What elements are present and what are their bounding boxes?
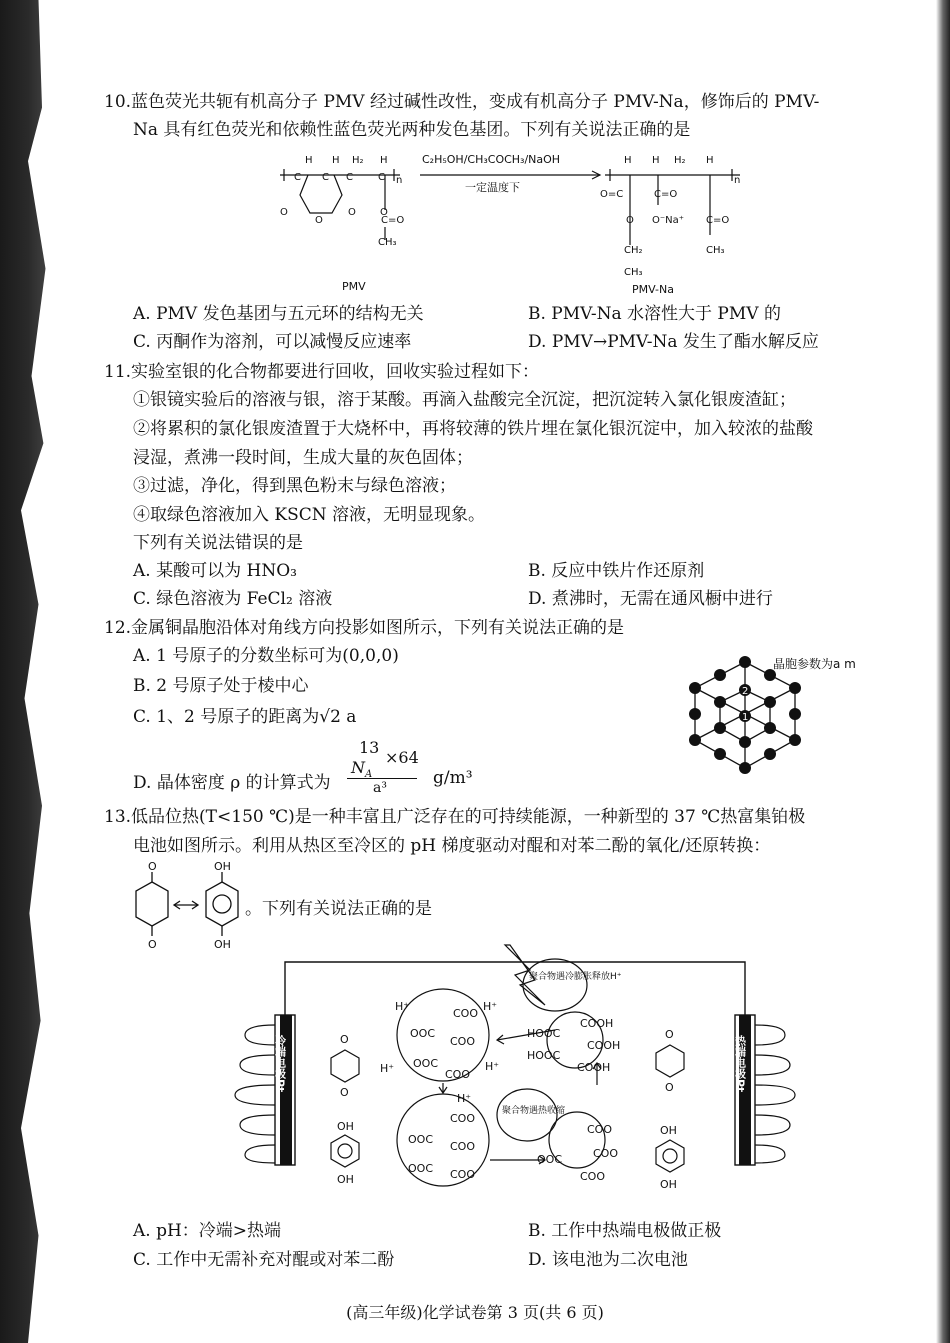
q13-hplus-4: H⁺ [485,1060,500,1073]
q12-fraction-times: ×64 [385,748,419,767]
q10-number: 10. [104,92,132,112]
q13-coo-9: COO [580,1170,605,1183]
q13-coo-5: COO [450,1140,475,1153]
q12-option-c-text: C. 1、2 号原子的距离为 [133,707,320,727]
q13-stem-line1 [104,806,805,828]
q13-cold-quinone-o-bottom: O [340,1086,349,1099]
q10-label-pmv: PMV [342,280,366,293]
q12-figure-label: 晶胞参数为a m [773,657,856,671]
svg-text:H: H [305,155,313,166]
q13-coo-1: COO [453,1007,478,1020]
q13-ooc-4: OOC [408,1162,433,1175]
q13-coo-4: COO [450,1112,475,1125]
svg-text:C=O: C=O [381,215,405,226]
svg-text:C: C [378,172,385,183]
q13-hot-quinone-o-top: O [665,1028,674,1041]
q13-hot-quinone-o-bottom: O [665,1081,674,1094]
q13-coo-7: COO [587,1123,612,1136]
q10-reagent-bottom: 一定温度下 [465,181,520,194]
svg-text:O: O [280,207,288,218]
svg-text:H₂: H₂ [674,155,686,166]
q12-option-c-sqrt: √2 [319,707,341,727]
q12-fraction-bar [347,778,417,779]
q13-stem-text1: 低品位热(T<150 ℃)是一种丰富且广泛存在的可持续能源，一种新型的 37 ℃热富集铂极 [131,807,806,827]
q10-option-a: A. PMV 发色基团与五元环的结构无关 [133,304,424,324]
q12-atom-1-label: 1 [742,712,749,723]
q13-bubble-hot-text: 聚合物遇热收缩 [502,1106,566,1116]
q13-option-a: A. pH：冷端>热端 [133,1221,282,1241]
q12-option-c-unit: a [340,707,357,727]
q13-hot-electrode-label: 热端电极Pt [733,1035,747,1093]
q13-bubble-cold-text: 聚合物遇冷膨胀释放H⁺ [529,972,622,982]
q10-option-d: D. PMV→PMV-Na 发生了酯水解反应 [528,332,819,352]
q11-stem [104,361,539,383]
q13-option-d: D. 该电池为二次电池 [528,1250,688,1270]
q13-hot-hq-oh-bottom: OH [660,1178,677,1191]
q13-stem-line2: 电池如图所示。利用从热区至冷区的 pH 梯度驱动对醌和对苯二酚的氧化/还原转换： [133,836,771,856]
q13-ooc-1: OOC [410,1027,435,1040]
q13-cold-hq-oh-top: OH [337,1120,354,1133]
q11-step1: ①银镜实验后的溶液与银，溶于某酸。再滴入盐酸完全沉淀，把沉淀转入氯化银废渣缸； [133,390,796,410]
scan-edge-left [0,0,70,1343]
q13-ooc-2: OOC [413,1057,438,1070]
q13-hplus-5: H⁺ [457,1092,472,1105]
q12-na-symbol: N [351,758,365,777]
scan-edge-right [936,0,950,1343]
q12-option-d [133,738,533,798]
q13-hot-hq-oh-top: OH [660,1124,677,1137]
page-footer: (高三年级)化学试卷第 3 页(共 6 页) [346,1303,604,1322]
q10-label-pmv-na: PMV-Na [632,283,674,295]
q13-cold-hq-oh-bottom: OH [337,1173,354,1186]
q13-ooc-3: OOC [408,1133,433,1146]
q12-crystal-figure [685,650,885,780]
q12-option-c [133,706,356,728]
svg-text:C=O: C=O [706,215,730,226]
q11-option-a: A. 某酸可以为 HNO₃ [133,561,297,581]
q11-stem-text: 实验室银的化合物都要进行回收，回收实验过程如下： [131,362,540,382]
q13-hplus-3: H⁺ [380,1062,395,1075]
svg-text:CH₃: CH₃ [378,237,397,248]
q13-stem-line3: 。下列有关说法正确的是 [245,899,432,919]
svg-text:O: O [348,207,356,218]
q13-option-b: B. 工作中热端电极做正极 [528,1221,722,1241]
q13-coo-2: COO [450,1035,475,1048]
q10-reaction-figure [270,145,750,295]
q11-option-b: B. 反应中铁片作还原剂 [528,561,705,581]
svg-text:CH₃: CH₃ [624,267,643,278]
q11-step3: ③过滤，净化，得到黑色粉末与绿色溶液； [133,476,456,496]
svg-text:H: H [332,155,340,166]
q12-stem-text: 金属铜晶胞沿体对角线方向投影如图所示，下列有关说法正确的是 [131,618,625,638]
svg-text:CH₂: CH₂ [624,245,643,256]
q13-hooc-1: HOOC [527,1027,561,1040]
svg-text:H₂: H₂ [352,155,364,166]
svg-text:C=O: C=O [654,189,678,200]
q11-step2-line2: 浸湿，煮沸一段时间，生成大量的灰色固体； [133,448,473,468]
svg-text:H: H [652,155,660,166]
q13-cooh-2: COOH [587,1039,621,1052]
q13-hooc-2: HOOC [527,1049,561,1062]
svg-text:n: n [396,175,403,186]
q13-ooc-5: OOC [537,1153,562,1166]
svg-text:O⁻Na⁺: O⁻Na⁺ [652,215,685,226]
q10-stem-text1: 蓝色荧光共轭有机高分子 PMV 经过碱性改性，变成有机高分子 PMV-Na，修饰后的 PMV- [131,92,820,112]
q10-reagent-top: C₂H₅OH/CH₃COCH₃/NaOH [422,153,561,166]
q13-battery-diagram [225,935,805,1210]
q11-step2-line1: ②将累积的氯化银废渣置于大烧杯中，再将较薄的铁片埋在氯化银沉淀中，加入较浓的盐酸 [133,419,813,439]
svg-text:C: C [346,172,353,183]
q13-hplus-2: H⁺ [483,1000,498,1013]
q12-option-a: A. 1 号原子的分数坐标可为(0,0,0) [133,646,399,666]
q13-number: 13. [104,807,132,827]
q11-option-c: C. 绿色溶液为 FeCl₂ 溶液 [133,589,333,609]
svg-text:C: C [294,172,301,183]
q13-coo-6: COO [450,1168,475,1181]
q11-option-d: D. 煮沸时，无需在通风橱中进行 [528,589,773,609]
q10-stem-line1 [104,91,819,113]
svg-text:O: O [315,215,323,226]
q12-fraction-numerator-a: 13 [359,738,380,757]
q13-cooh-1: COOH [580,1017,614,1030]
q13-hydroquinone-oh-bottom: OH [214,938,231,951]
q13-hplus-1: H⁺ [395,1000,410,1013]
svg-text:O: O [380,207,388,218]
q10-option-b: B. PMV-Na 水溶性大于 PMV 的 [528,304,781,324]
q13-option-c: C. 工作中无需补充对醌或对苯二酚 [133,1250,395,1270]
q12-density-unit: g/m³ [433,768,473,788]
q10-option-c: C. 丙酮作为溶剂，可以减慢反应速率 [133,332,412,352]
q12-fraction-denominator: a³ [373,780,387,796]
q11-number: 11. [104,362,132,382]
q12-number: 12. [104,618,132,638]
q13-quinone-o-bottom: O [148,938,157,951]
svg-text:CH₃: CH₃ [706,245,725,256]
q12-atom-2-label: 2 [742,686,749,697]
q12-fraction-numerator-b [351,758,372,780]
q13-coo-3: COO [445,1068,470,1081]
q12-stem [104,617,624,639]
q13-quinone-o-top: O [148,860,157,873]
q13-coo-8: COO [593,1147,618,1160]
svg-text:O: O [626,215,634,226]
svg-text:C: C [322,172,329,183]
q12-na-sub: A [365,769,373,781]
svg-text:H: H [380,155,388,166]
q13-cooh-3: COOH [577,1061,611,1074]
q12-option-d-text: D. 晶体密度 ρ 的计算式为 [133,773,331,793]
svg-text:O=C: O=C [600,189,624,200]
q13-cold-electrode-label: 冷端电极Pt [273,1035,287,1093]
svg-text:n: n [734,175,741,186]
q11-question: 下列有关说法错误的是 [133,533,303,553]
q11-step4: ④取绿色溶液加入 KSCN 溶液，无明显现象。 [133,505,486,525]
q13-cold-quinone-o-top: O [340,1033,349,1046]
svg-text:H: H [624,155,632,166]
q12-option-b: B. 2 号原子处于棱中心 [133,676,309,696]
svg-text:H: H [706,155,714,166]
q13-hydroquinone-oh-top: OH [214,860,231,873]
q10-stem-line2: Na 具有红色荧光和依赖性蓝色荧光两种发色基团。下列有关说法正确的是 [133,120,691,140]
